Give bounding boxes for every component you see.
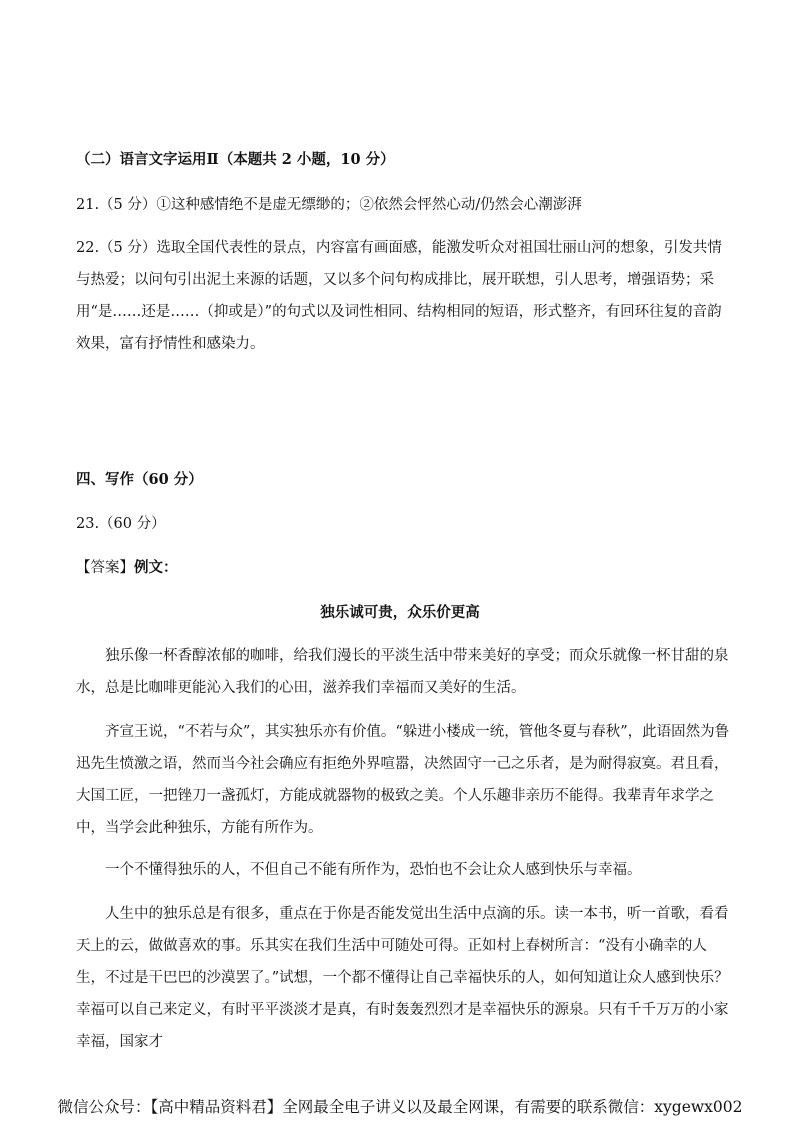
essay-paragraph-4: 人生中的独乐总是有很多，重点在于你是否能发觉出生活中点滴的乐。读一本书，听一首歌，看看天上的云，做做喜欢的事。乐其实在我们生活中可随处可得。正如村上春树所言：“没有小确幸的人生，不过是干巴巴的沙漠罢了。”试想，一个都不懂得让自己幸福快乐的人，如何知道让众人感到快乐？幸福可以自己来定义，有时平平淡淡才是真，有时轰轰烈烈才是幸福快乐的源泉。只有千千万万的小家幸福，国家才 bbox=[76, 906, 729, 1050]
answer-tag: 【答案】 bbox=[76, 560, 134, 576]
essay-paragraph-2: 齐宣王说，“不若与众”，其实独乐亦有价值。“躲进小楼成一统，管他冬夏与春秋”，此语固然为鲁迅先生愤激之语，然而当今社会确应有拒绝外界喧嚣，决然固守一己之乐者，是为耐得寂寞。君且看，大国工匠，一把锉刀一盏孤灯，方能成就器物的极致之美。个人乐趣非亲历不能得。我辈青年求学之中，当学会此种独乐，方能有所作为。 bbox=[76, 724, 730, 836]
answer-line bbox=[76, 558, 178, 578]
answer-label: 例文： bbox=[134, 559, 178, 576]
page-footer: 微信公众号：【高中精品资料君】全网最全电子讲义以及最全网课，有需要的联系微信：xygewx002 bbox=[57, 1098, 743, 1116]
essay-paragraph-3: 一个不懂得独乐的人，不但自己不能有所作为，恐怕也不会让众人感到快乐与幸福。 bbox=[105, 862, 642, 878]
question-22: 22.（5 分）选取全国代表性的景点，内容富有画面感，能激发听众对祖国壮丽山河的想象，引发共情与热爱；以问句引出泥土来源的话题，又以多个问句构成排比，展开联想，引人思考，增强语势；采用“是……还是……（抑或是）”的句式以及词性相同、结构相同的短语，形式整齐，有回环往复的音韵效果，富有抒情性和感染力。 bbox=[76, 240, 722, 352]
question-23: 23.（60 分） bbox=[76, 516, 166, 532]
essay-paragraph-1: 独乐像一杯香醇浓郁的咖啡，给我们漫长的平淡生活中带来美好的享受；而众乐就像一杯甘甜的泉水，总是比咖啡更能沁入我们的心田，滋养我们幸福而又美好的生活。 bbox=[76, 648, 729, 696]
essay-title: 独乐诚可贵，众乐价更高 bbox=[320, 604, 480, 621]
section2-heading: （二）语言文字运用Ⅱ（本题共 2 小题，10 分） bbox=[76, 151, 395, 168]
section4-heading: 四、写作（60 分） bbox=[76, 471, 203, 488]
question-21: 21.（5 分）①这种感情绝不是虚无缥缈的；②依然会怦然心动/仍然会心潮澎湃 bbox=[76, 197, 582, 213]
